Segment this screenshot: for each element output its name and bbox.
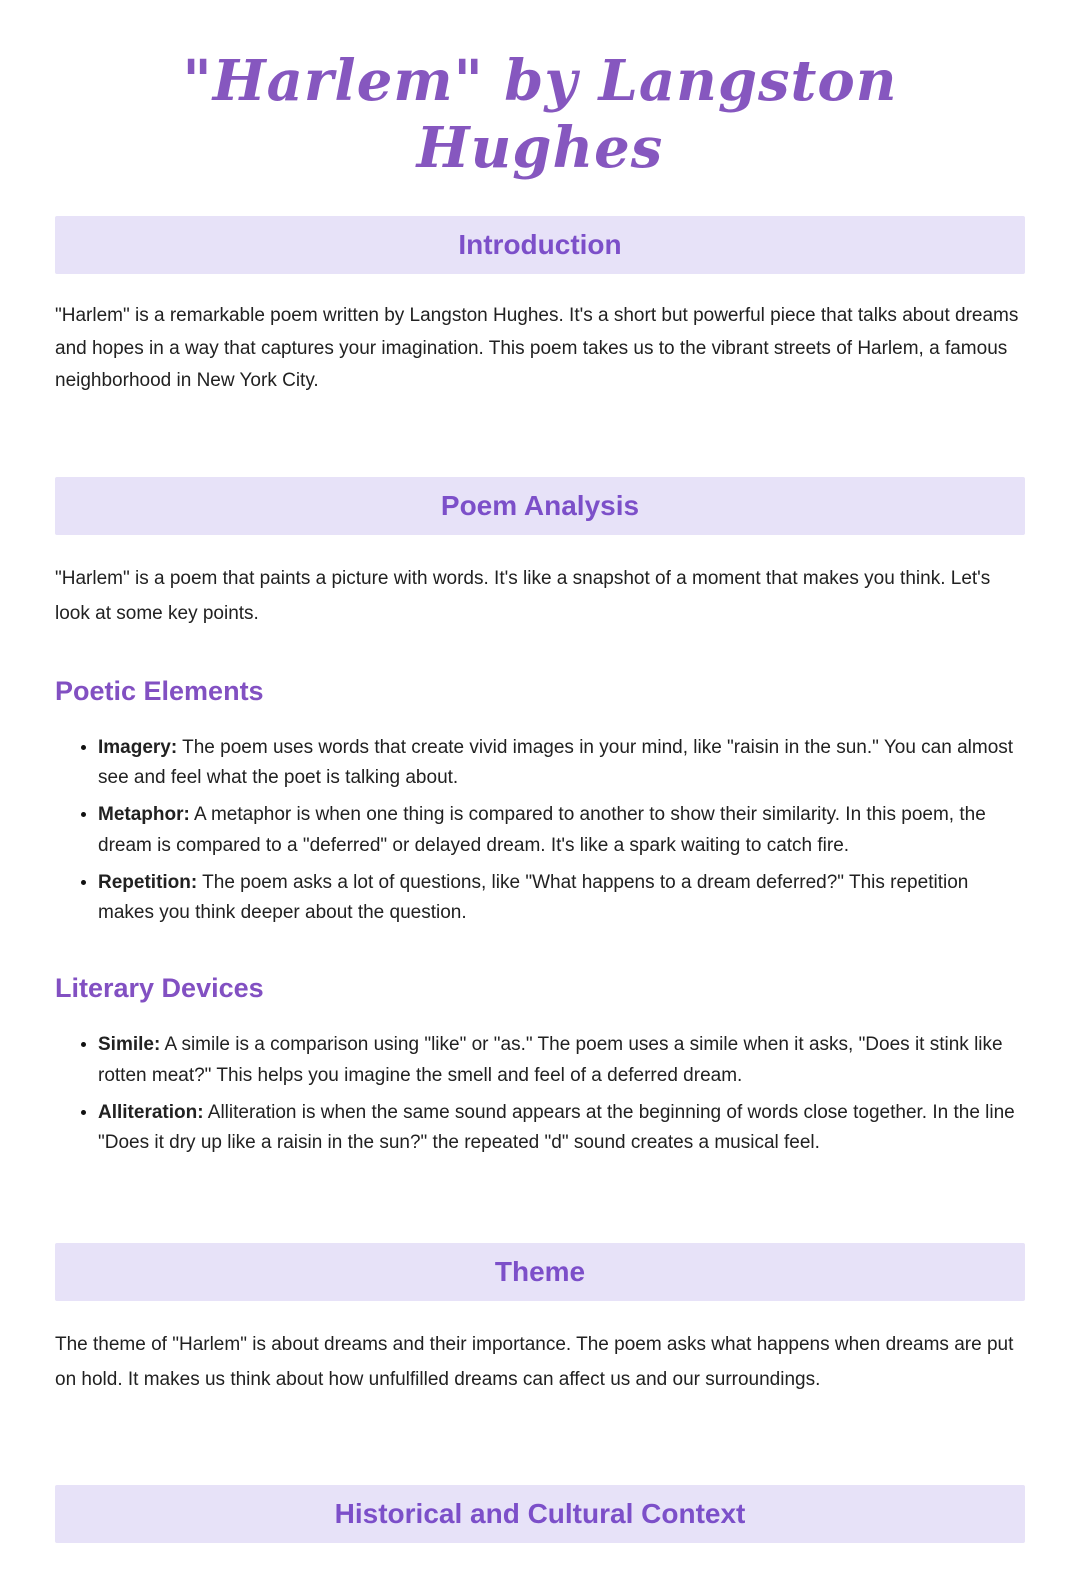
- theme-paragraph: The theme of "Harlem" is about dreams and their importance. The poem asks what happens when dreams are put on hold. It makes us think about how unfulfilled dreams can affect us and our surroundings.: [55, 1334, 1014, 1391]
- list-item-text: The poem asks a lot of questions, like "What happens to a dream deferred?" This repetition makes you think deeper about the question.: [98, 871, 969, 924]
- list-item-metaphor: [98, 800, 1025, 862]
- section-header-theme: [55, 1243, 1025, 1301]
- list-item-term: Repetition:: [98, 871, 198, 893]
- list-item-text: A metaphor is when one thing is compared to another to show their similarity. In this poem, the dream is compared to a "deferred" or delayed dream. It's like a spark waiting to catch fire.: [98, 804, 986, 856]
- section-header-historical-cultural-context: [55, 1485, 1025, 1543]
- list-item-repetition: [98, 868, 1025, 930]
- section-header-label: Introduction: [458, 229, 622, 261]
- list-item-term: Alliteration:: [98, 1101, 204, 1123]
- subheading-literary-devices: Literary Devices: [55, 973, 264, 1004]
- section-header-label: Historical and Cultural Context: [334, 1498, 746, 1530]
- document-content: [0, 48, 1080, 1543]
- literary-devices-list: [55, 1030, 1025, 1159]
- subheading-poetic-elements: Poetic Elements: [55, 675, 264, 706]
- section-header-poem-analysis: [55, 477, 1025, 535]
- section-header-introduction: [55, 216, 1025, 274]
- list-item-term: Imagery:: [98, 736, 178, 758]
- list-item-simile: [98, 1030, 1025, 1092]
- list-item-term: Metaphor:: [98, 804, 190, 826]
- list-item-text: Alliteration is when the same sound appears at the beginning of words close together. In the line "Does it dry up like a raisin in the sun?" the repeated "d" sound creates a musical feel.: [98, 1101, 1015, 1154]
- section-header-label: Theme: [494, 1256, 586, 1288]
- list-item-alliteration: [98, 1098, 1025, 1160]
- introduction-paragraph: "Harlem" is a remarkable poem written by Langston Hughes. It's a short but powerful piece that talks about dreams and hopes in a way that captures your imagination. This poem takes us to the vibrant streets of Harlem, a famous neighborhood in New York City.: [55, 305, 1019, 391]
- list-item-text: The poem uses words that create vivid images in your mind, like "raisin in the sun." You can almost see and feel what the poet is talking about.: [98, 736, 1014, 789]
- list-item-imagery: [98, 733, 1025, 795]
- poem-analysis-paragraph: "Harlem" is a poem that paints a picture with words. It's like a snapshot of a moment that makes you think. Let's look at some key points.: [55, 568, 991, 625]
- list-item-term: Simile:: [98, 1034, 161, 1056]
- page-title: "Harlem" by Langston Hughes: [182, 48, 898, 182]
- list-item-text: A simile is a comparison using "like" or "as." The poem uses a simile when it asks, "Does it stink like rotten meat?" This helps you imagine the smell and feel of a deferred dream.: [98, 1034, 1003, 1086]
- section-header-label: Poem Analysis: [440, 490, 640, 522]
- poetic-elements-list: [55, 733, 1025, 930]
